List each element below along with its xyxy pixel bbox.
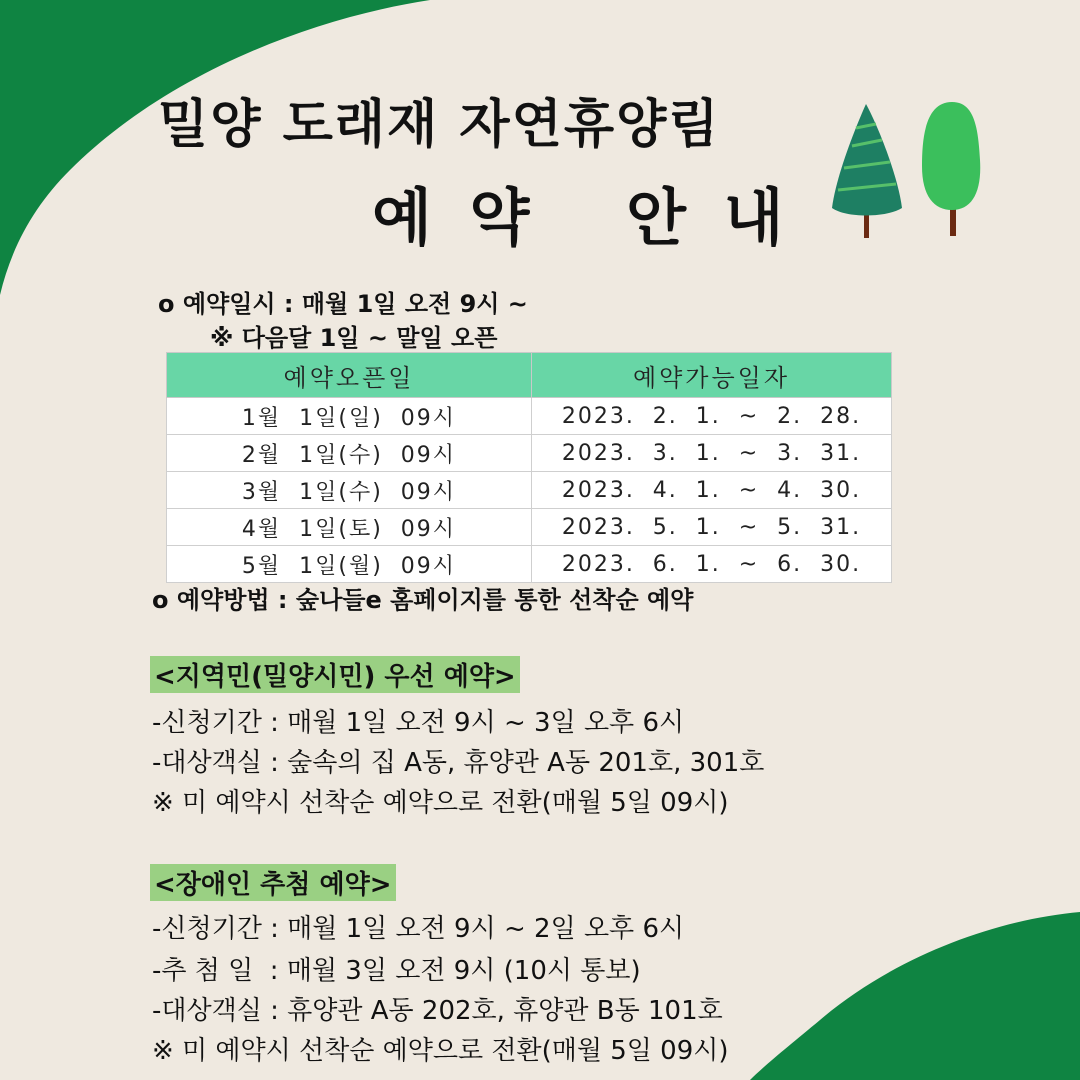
disabled-lottery-note: ※ 미 예약시 선착순 예약으로 전환(매월 5일 09시): [152, 1036, 729, 1066]
disabled-lottery-rooms: -대상객실 : 휴양관 A동 202호, 휴양관 B동 101호: [152, 996, 723, 1026]
reservation-date-line: o 예약일시 : 매월 1일 오전 9시 ~: [158, 290, 528, 318]
cone-tree-icon: [832, 104, 902, 238]
local-priority-rooms: -대상객실 : 숲속의 집 A동, 휴양관 A동 201호, 301호: [152, 748, 765, 778]
reservation-date-note: ※ 다음달 1일 ~ 말일 오픈: [210, 324, 498, 352]
open-date-cell: 1월 1일(일) 09시: [167, 398, 532, 435]
reservation-schedule-table: [166, 352, 892, 583]
table-row: [167, 398, 892, 435]
available-dates-cell: 2023. 6. 1. ~ 6. 30.: [532, 546, 892, 583]
table-header-row: [167, 353, 892, 398]
table-row: [167, 472, 892, 509]
local-priority-note: ※ 미 예약시 선착순 예약으로 전환(매월 5일 09시): [152, 788, 729, 818]
table-row: [167, 509, 892, 546]
disabled-lottery-period: -신청기간 : 매월 1일 오전 9시 ~ 2일 오후 6시: [152, 914, 685, 944]
available-dates-cell: 2023. 5. 1. ~ 5. 31.: [532, 509, 892, 546]
open-date-cell: 5월 1일(월) 09시: [167, 546, 532, 583]
reservation-method: o 예약방법 : 숲나들e 홈페이지를 통한 선착순 예약: [152, 586, 694, 614]
open-date-cell: 2월 1일(수) 09시: [167, 435, 532, 472]
disabled-lottery-draw-date: -추 첨 일 : 매월 3일 오전 9시 (10시 통보): [152, 956, 641, 986]
open-date-cell: 4월 1일(토) 09시: [167, 509, 532, 546]
disabled-lottery-heading: <장애인 추첨 예약>: [150, 864, 396, 901]
local-priority-heading: <지역민(밀양시민) 우선 예약>: [150, 656, 520, 693]
header-available-dates: 예약가능일자: [532, 353, 892, 398]
page-subtitle: 예 약 안 내: [372, 181, 792, 254]
header-open-date: 예약오픈일: [167, 353, 532, 398]
page-title: 밀양 도래재 자연휴양림: [158, 95, 721, 155]
round-tree-icon: [922, 102, 980, 236]
table-row: [167, 546, 892, 583]
open-date-cell: 3월 1일(수) 09시: [167, 472, 532, 509]
available-dates-cell: 2023. 2. 1. ~ 2. 28.: [532, 398, 892, 435]
bottom-right-green-shape: [740, 900, 1080, 1080]
table-row: [167, 435, 892, 472]
local-priority-period: -신청기간 : 매월 1일 오전 9시 ~ 3일 오후 6시: [152, 708, 685, 738]
trees-illustration: [826, 96, 986, 246]
available-dates-cell: 2023. 4. 1. ~ 4. 30.: [532, 472, 892, 509]
available-dates-cell: 2023. 3. 1. ~ 3. 31.: [532, 435, 892, 472]
